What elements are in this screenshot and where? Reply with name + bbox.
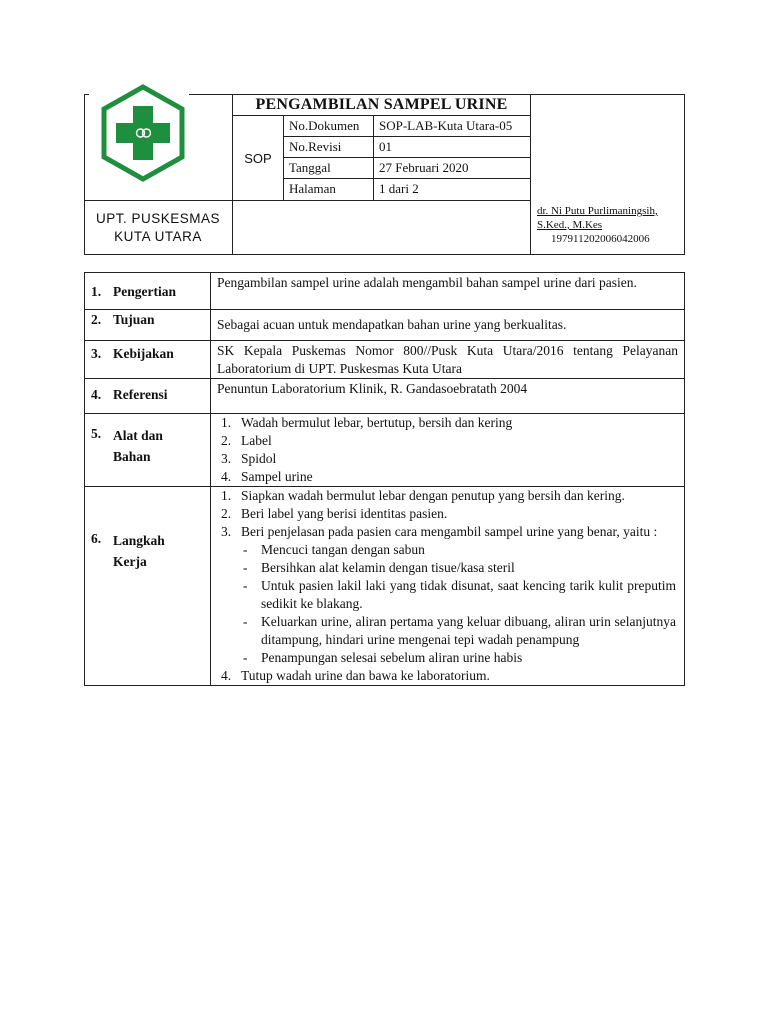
sub-list-item: - Penampungan selesai sebelum aliran urine habis xyxy=(243,650,523,665)
signer-block xyxy=(537,204,685,246)
list-item: 4. Tutup wadah urine dan bawa ke laboratorium. xyxy=(221,668,490,683)
alat-list xyxy=(217,414,678,486)
row-alat-bahan xyxy=(85,414,685,487)
section-number: 1. xyxy=(91,284,102,299)
list-item: 2. Beri label yang berisi identitas pasien. xyxy=(221,506,448,521)
sop-content-table xyxy=(84,272,685,686)
section-label-line2: Bahan xyxy=(113,449,151,464)
list-item: 3. Beri penjelasan pada pasien cara mengambil sampel urine yang benar, yaitu : - Mencuci tangan dengan sabun - Bersihkan alat kelamin dengan tisue/kasa steril - Untuk pasien lakil laki yang tidak disunat, saat kencing tarik kulit preputim sedikit ke blakang. - Keluarkan urine, aliran pertama yang keluar dibuang, aliran urin selanjutnya ditampung, hindari urine mengenai tepi wadah penampung - Penampungan selesai sebelum aliran urine habis xyxy=(221,524,676,665)
langkah-list xyxy=(217,487,678,685)
section-number: 3. xyxy=(91,346,102,361)
value-cell xyxy=(211,487,685,686)
section-label: Referensi xyxy=(113,387,168,402)
section-text: Penuntun Laboratorium Klinik, R. Gandasoebratath 2004 xyxy=(217,381,528,396)
list-item: 1. Siapkan wadah bermulut lebar dengan penutup yang bersih dan kering. xyxy=(221,488,625,503)
label-cell xyxy=(85,273,211,310)
section-number: 2. xyxy=(91,312,102,327)
list-item: 3. Spidol xyxy=(221,451,277,466)
value-cell xyxy=(211,379,685,414)
unit-name-line2: KUTA UTARA xyxy=(114,228,202,244)
meta-value-no-revisi: 01 xyxy=(379,139,392,154)
meta-value-no-dokumen: SOP-LAB-Kuta Utara-05 xyxy=(379,118,513,133)
row-langkah-kerja xyxy=(85,487,685,686)
sub-list-item: - Keluarkan urine, aliran pertama yang keluar dibuang, aliran urin selanjutnya ditampung, hindari urine mengenai tepi wadah penampung xyxy=(243,614,676,647)
sop-label: SOP xyxy=(244,150,272,166)
section-label-line1: Alat dan xyxy=(113,428,163,443)
sub-list xyxy=(221,541,678,667)
section-label: Kebijakan xyxy=(113,346,174,361)
signer-name: dr. Ni Putu Purlimaningsih, xyxy=(537,205,658,217)
unit-name-line1: UPT. PUSKESMAS xyxy=(95,210,221,226)
value-cell xyxy=(211,414,685,487)
sub-list-item: - Bersihkan alat kelamin dengan tisue/kasa steril xyxy=(243,560,515,575)
section-text: Pengambilan sampel urine adalah mengambil bahan sampel urine dari pasien. xyxy=(217,275,637,290)
meta-value-tanggal: 27 Februari 2020 xyxy=(379,160,469,175)
label-cell xyxy=(85,379,211,414)
list-item: 4. Sampel urine xyxy=(221,469,313,484)
label-cell xyxy=(85,341,211,379)
section-text: Sebagai acuan untuk mendapatkan bahan urine yang berkualitas. xyxy=(217,317,567,332)
meta-value-halaman: 1 dari 2 xyxy=(379,181,419,196)
unit-name xyxy=(84,200,232,255)
list-item: 2. Label xyxy=(221,433,272,448)
puskesmas-logo-icon xyxy=(98,84,188,182)
section-label-line2: Kerja xyxy=(113,554,147,569)
meta-key-no-dokumen: No.Dokumen xyxy=(289,118,360,133)
section-label: Pengertian xyxy=(113,284,176,299)
value-cell xyxy=(211,273,685,310)
signer-nip: 197911202006042006 xyxy=(551,233,650,245)
label-cell xyxy=(85,487,211,686)
label-cell xyxy=(85,310,211,341)
meta-key-tanggal: Tanggal xyxy=(289,160,331,175)
value-cell xyxy=(211,341,685,379)
list-item: 1. Wadah bermulut lebar, bertutup, bersih dan kering xyxy=(221,415,513,430)
row-pengertian xyxy=(85,273,685,310)
meta-key-no-revisi: No.Revisi xyxy=(289,139,342,154)
label-cell xyxy=(85,414,211,487)
section-number: 4. xyxy=(91,387,102,402)
sub-list-item: - Mencuci tangan dengan sabun xyxy=(243,542,425,557)
row-referensi xyxy=(85,379,685,414)
document-title: PENGAMBILAN SAMPEL URINE xyxy=(255,96,508,113)
row-tujuan xyxy=(85,310,685,341)
sub-list-item: - Untuk pasien lakil laki yang tidak disunat, saat kencing tarik kulit preputim sedikit ke blakang. xyxy=(243,578,676,611)
section-number: 5. xyxy=(91,426,102,441)
signer-degree: S.Ked., M.Kes xyxy=(537,219,603,231)
section-label-line1: Langkah xyxy=(113,533,165,548)
row-kebijakan xyxy=(85,341,685,379)
section-text: SK Kepala Puskemas Nomor 800//Pusk Kuta Utara/2016 tentang Pelayanan Laboratorium di UPT. Puskesmas Kuta Utara xyxy=(217,343,678,376)
value-cell xyxy=(211,310,685,341)
meta-key-halaman: Halaman xyxy=(289,181,336,196)
section-label: Tujuan xyxy=(113,312,155,327)
section-number: 6. xyxy=(91,531,102,546)
